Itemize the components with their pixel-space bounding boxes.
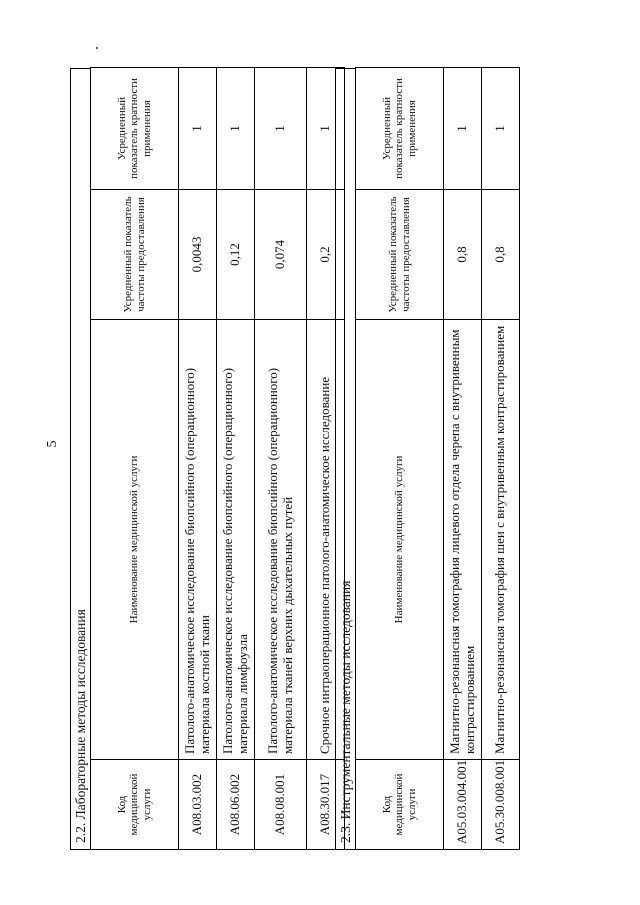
multiplicity-value: 1	[444, 68, 482, 190]
frequency-value: 0,2	[307, 190, 345, 320]
service-name: Магнитно-резонансная томография лицевого отдела черепа с внутривенным контрастированием	[444, 320, 482, 760]
header-multiplicity: Усредненный показатель кратности применения	[356, 68, 444, 190]
frequency-value: 0,8	[444, 190, 482, 320]
scan-speck	[96, 47, 98, 49]
header-code: Код медицинской услуги	[91, 760, 179, 850]
frequency-value: 0,12	[217, 190, 255, 320]
service-code: A08.30.017	[307, 760, 345, 850]
table-header-row	[91, 68, 179, 850]
service-code: A08.08.001	[255, 760, 307, 850]
header-code: Код медицинской услуги	[356, 760, 444, 850]
lab-methods-caption: 2.2. Лабораторные методы исследования	[70, 68, 90, 850]
service-name: Патолого-анатомическое исследование биопсийного (операционного) материала лимфоузла	[217, 320, 255, 760]
service-code: A05.03.004.001	[444, 760, 482, 850]
multiplicity-value: 1	[217, 68, 255, 190]
lab-methods-table	[90, 67, 345, 850]
service-name: Патолого-анатомическое исследование биопсийного (операционного) материала тканей верхних дыхательных путей	[255, 320, 307, 760]
header-frequency: Усредненный показатель частоты предоставления	[91, 190, 179, 320]
header-multiplicity: Усредненный показатель кратности применения	[91, 68, 179, 190]
service-name: Магнитно-резонансная томография шеи с внутривенным контрастированием	[482, 320, 520, 760]
header-frequency: Усредненный показатель частоты предоставления	[356, 190, 444, 320]
multiplicity-value: 1	[255, 68, 307, 190]
service-name: Срочное интраоперационное патолого-анатомическое исследование	[307, 320, 345, 760]
table-row	[255, 68, 307, 850]
frequency-value: 0,074	[255, 190, 307, 320]
table-row	[482, 68, 520, 850]
multiplicity-value: 1	[482, 68, 520, 190]
service-code: A05.30.008.001	[482, 760, 520, 850]
lab-methods-section	[70, 68, 333, 850]
instrumental-methods-caption: 2.3. Инструментальные методы исследования	[335, 68, 355, 850]
table-row	[179, 68, 217, 850]
service-name: Патолого-анатомическое исследование биопсийного (операционного) материала костной ткани	[179, 320, 217, 760]
multiplicity-value: 1	[179, 68, 217, 190]
instrumental-methods-section	[335, 68, 595, 850]
frequency-value: 0,0043	[179, 190, 217, 320]
header-name: Наименование медицинской услуги	[91, 320, 179, 760]
header-name: Наименование медицинской услуги	[356, 320, 444, 760]
instrumental-methods-table	[355, 67, 520, 850]
service-code: A08.03.002	[179, 760, 217, 850]
service-code: A08.06.002	[217, 760, 255, 850]
table-header-row	[356, 68, 444, 850]
table-row	[217, 68, 255, 850]
multiplicity-value: 1	[307, 68, 345, 190]
page-number: 5	[45, 440, 60, 448]
frequency-value: 0,8	[482, 190, 520, 320]
table-row	[444, 68, 482, 850]
